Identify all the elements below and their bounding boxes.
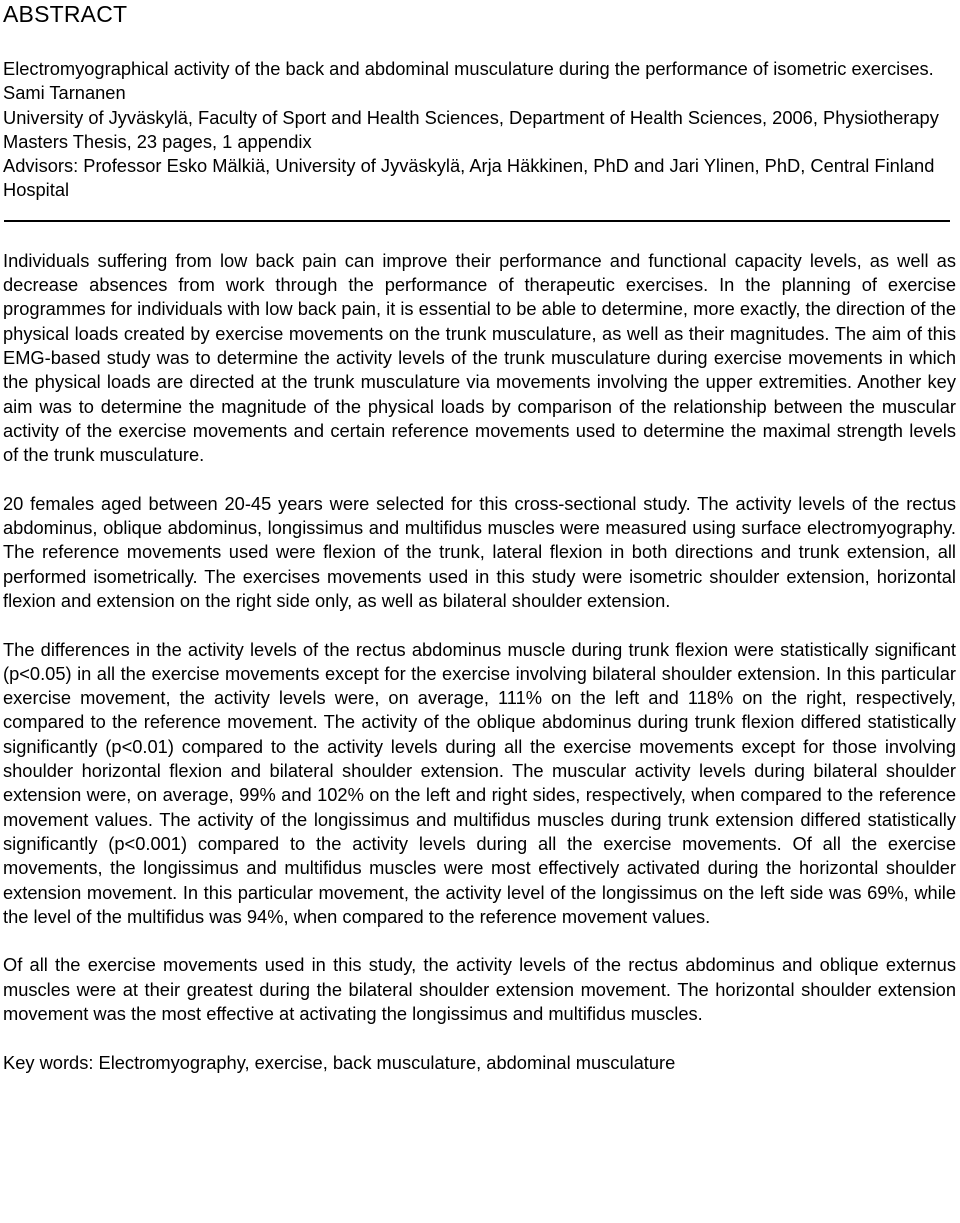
abstract-heading: ABSTRACT: [3, 1, 128, 27]
thesis-header: [3, 57, 956, 203]
thesis-title: Electromyographical activity of the back and abdominal musculature during the performance of isometric exercises.: [3, 58, 934, 79]
abstract-paragraph-1: Individuals suffering from low back pain can improve their performance and functional capacity levels, as well as decrease absences from work through the performance of therapeutic exercises. In the planning of exercise programmes for individuals with low back pain, it is essential to be able to determine, more exactly, the direction of the physical loads created by exercise movements on the trunk musculature, as well as their magnitudes. The aim of this EMG-based study was to determine the activity levels of the trunk musculature during exercise movements in which the physical loads are directed at the trunk musculature via movements involving the upper extremities. Another key aim was to determine the magnitude of the physical loads by comparison of the relationship between the muscular activity of the exercise movements and certain reference movements used to determine the maximal strength levels of the trunk musculature.: [3, 249, 956, 466]
abstract-body: [3, 249, 956, 1075]
advisors-info: Advisors: Professor Esko Mälkiä, University of Jyväskylä, Arja Häkkinen, PhD and Jari Ylinen, PhD, Central Finland Hospital: [3, 155, 935, 201]
author-name: Sami Tarnanen: [3, 82, 126, 104]
abstract-paragraph-3: The differences in the activity levels of the rectus abdominus muscle during trunk flexion were statistically significant (p<0.05) in all the exercise movements except for the exercise involving bilateral shoulder extension. In this particular exercise movement, the activity levels were, on average, 111% on the left and 118% on the right, respectively, compared to the reference movement. The activity of the oblique abdominus during trunk flexion differed statistically significantly (p<0.01) compared to the activity levels during all the exercise movements except for those involving shoulder horizontal flexion and bilateral shoulder extension. The muscular activity levels during bilateral shoulder extension were, on average, 99% and 102% on the left and right sides, respectively, when compared to the reference movement values. The activity of the longissimus and multifidus muscles during trunk extension differed statistically significantly (p<0.001) compared to the activity levels during all the exercise movements. Of all the exercise movements, the longissimus and multifidus muscles were most effectively activated during the horizontal shoulder extension movement. In this particular movement, the activity level of the longissimus on the left side was 69%, while the level of the multifidus was 94%, when compared to the reference movement values.: [3, 638, 956, 927]
header-divider: [4, 220, 950, 222]
institution-info: University of Jyväskylä, Faculty of Sport and Health Sciences, Department of Health Sciences, 2006, Physiotherapy Masters Thesis, 23 pages, 1 appendix: [3, 106, 939, 152]
keywords-line: Key words: Electromyography, exercise, back musculature, abdominal musculature: [3, 1051, 676, 1073]
abstract-paragraph-2: 20 females aged between 20-45 years were selected for this cross-sectional study. The activity levels of the rectus abdominus, oblique abdominus, longissimus and multifidus muscles were measured using surface electromyography. The reference movements used were flexion of the trunk, lateral flexion in both directions and trunk extension, all performed isometrically. The exercises movements used in this study were isometric shoulder extension, horizontal flexion and extension on the right side only, as well as bilateral shoulder extension.: [3, 492, 956, 611]
abstract-paragraph-4: Of all the exercise movements used in this study, the activity levels of the rectus abdominus and oblique externus muscles were at their greatest during the bilateral shoulder extension movement. The horizontal shoulder extension movement was the most effective at activating the longissimus and multifidus muscles.: [3, 954, 956, 1024]
